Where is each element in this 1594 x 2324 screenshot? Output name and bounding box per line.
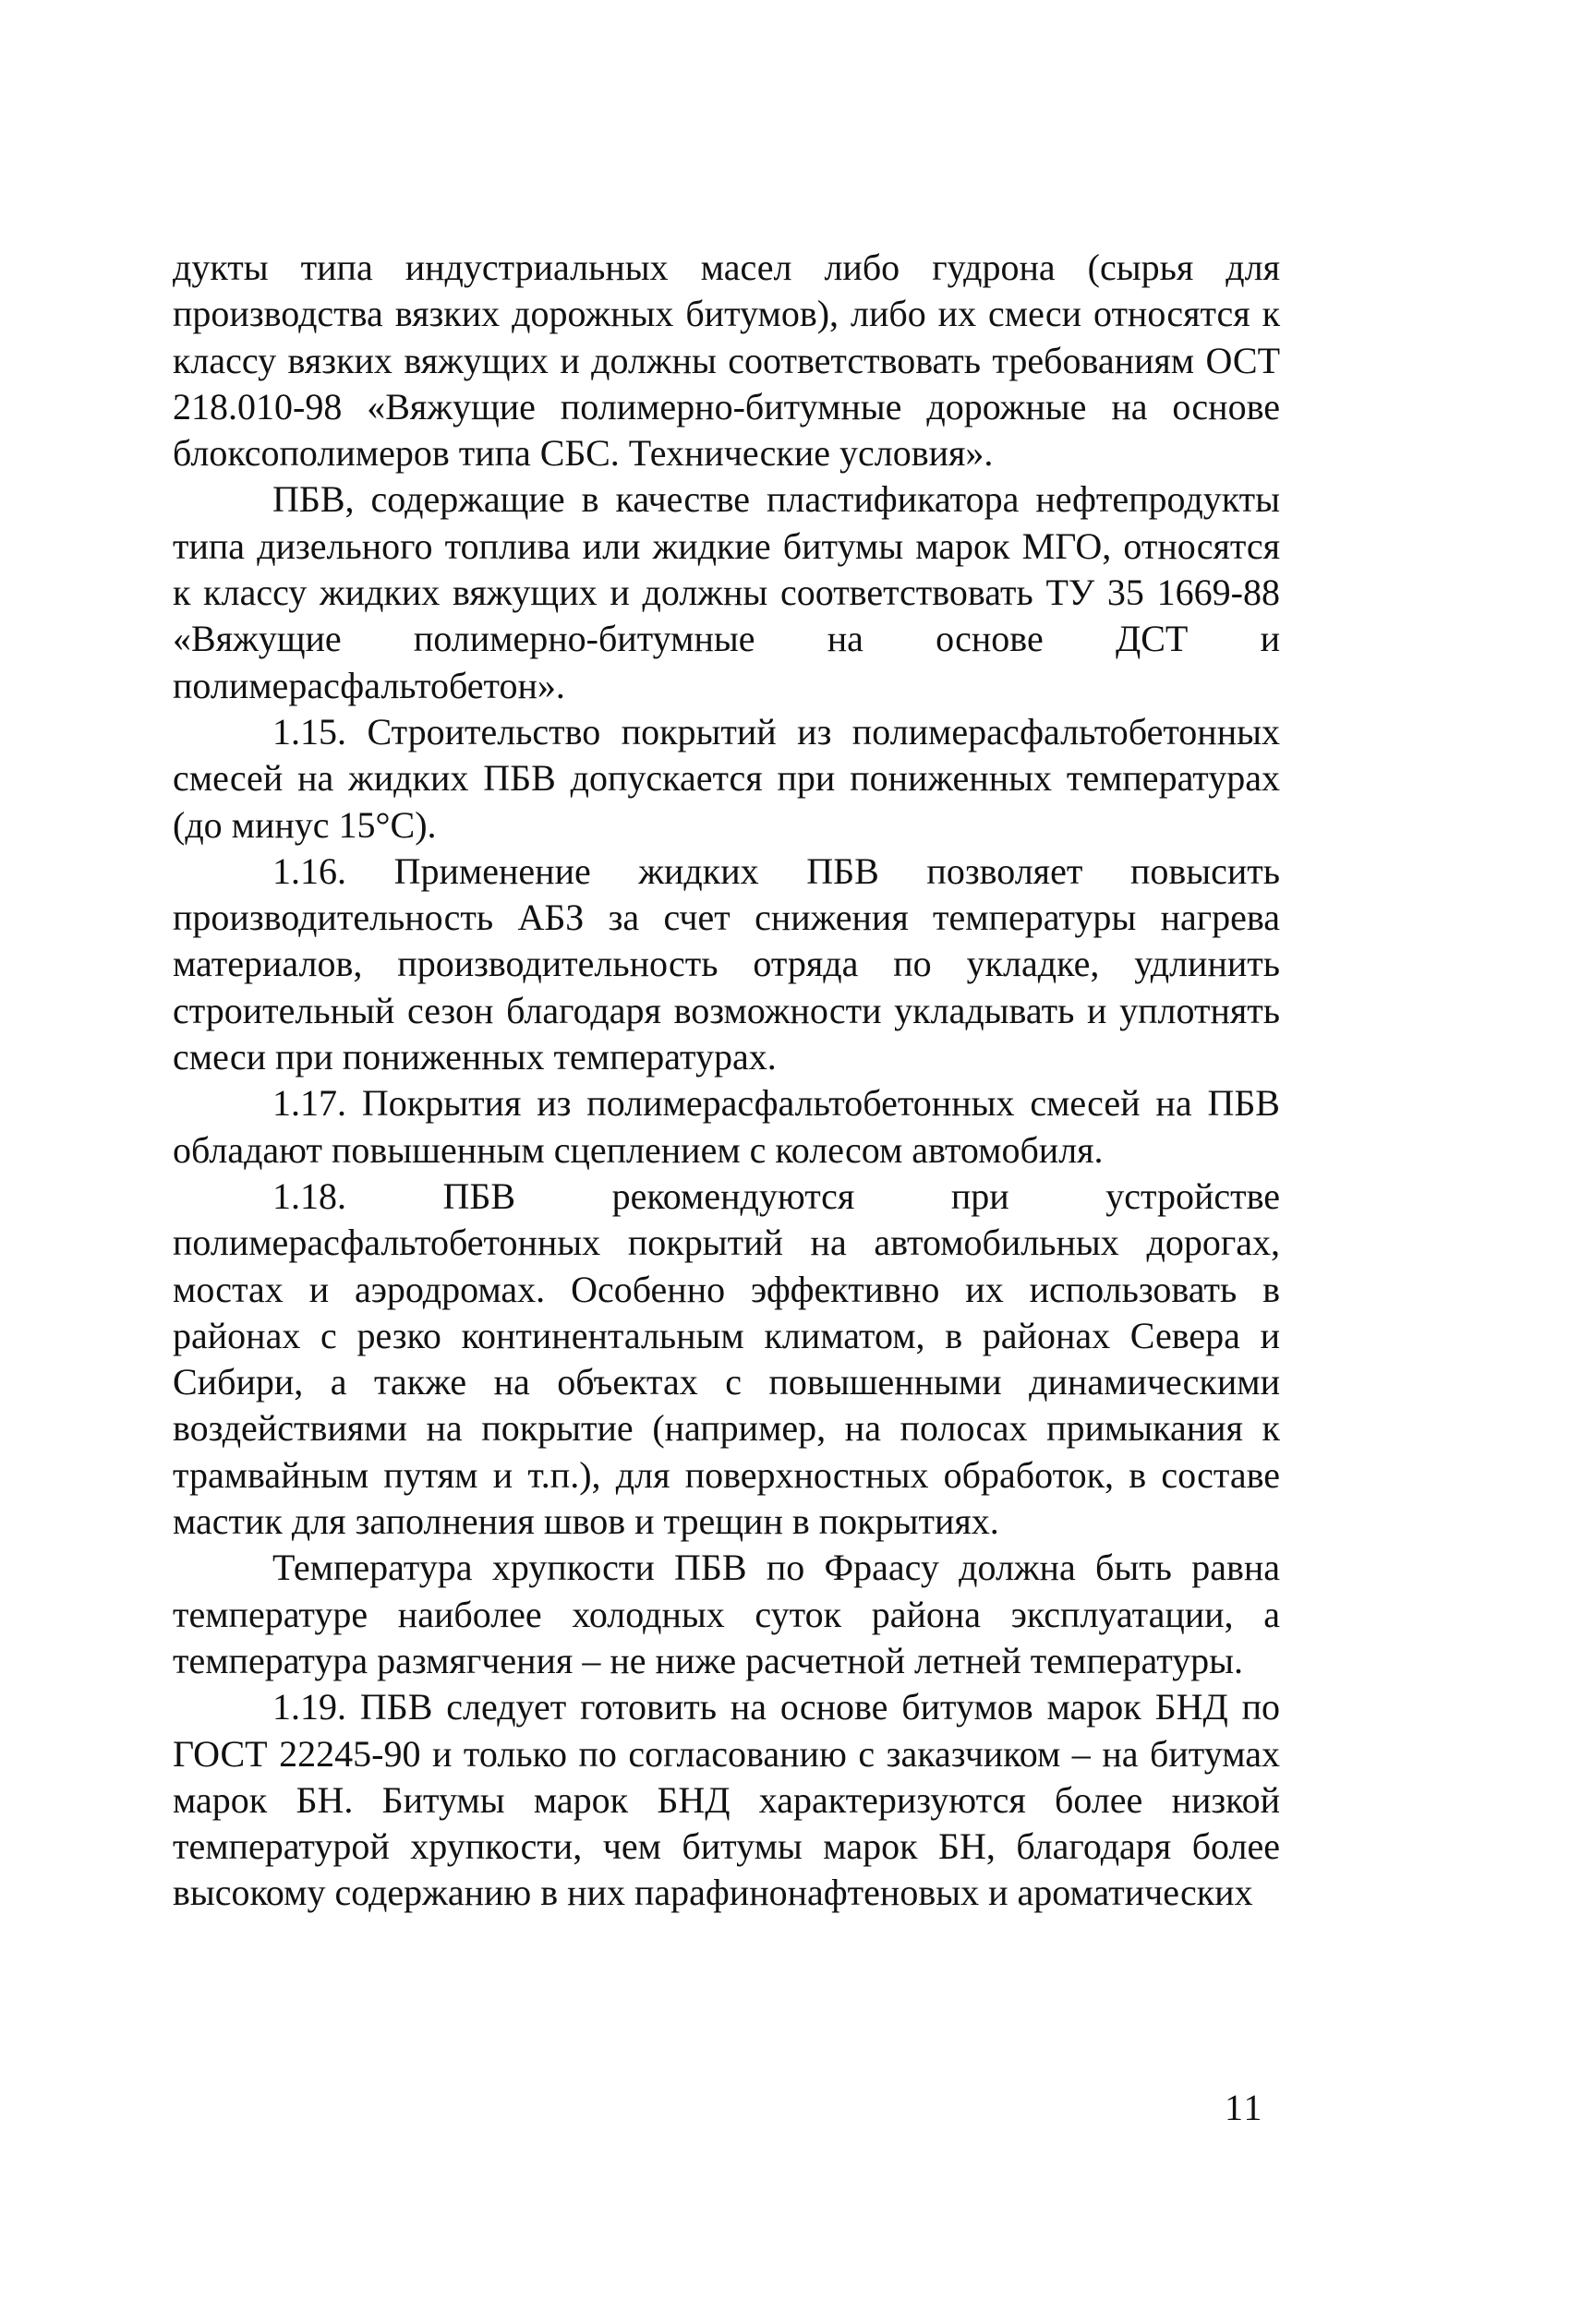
paragraph-1-19: 1.19. ПБВ следует готовить на основе битумов марок БНД по ГОСТ 22245-90 и только по согласованию с заказчиком – на битумах марок БН. Битумы марок БНД характеризуются более низкой температурой хрупкости, чем битумы марок БН, благодаря более высокому содержанию в них парафинонафтеновых и ароматических — [173, 1686, 1280, 1914]
paragraph-continuation: дукты типа индустриальных масел либо гудрона (сырья для производства вязких дорожных битумов), либо их смеси относятся к классу вязких вяжущих и должны соответствовать требованиям ОСТ 218.010-98 «Вяжущие полимерно-битумные дорожные на основе блоксополимеров типа СБС. Технические условия». — [173, 247, 1280, 475]
paragraph-1-18: 1.18. ПБВ рекомендуются при устройстве полимерасфальтобетонных покрытий на автомобильных дорогах, мостах и аэродромах. Особенно эффективно их использовать в районах с резко континентальным климатом, в районах Севера и Сибири, а также на объектах с повышенными динамическими воздействиями на покрытие (например, на полосах примыкания к трамвайным путям и т.п.), для поверхностных обработок, в составе мастик для заполнения швов и трещин в покрытиях. — [173, 1174, 1280, 1543]
document-body — [173, 245, 1280, 1917]
paragraph-1-15: 1.15. Строительство покрытий из полимерасфальтобетонных смесей на жидких ПБВ допускается при пониженных температурах (до минус 15°С). — [173, 710, 1280, 846]
page-number: 11 — [1225, 2087, 1264, 2128]
paragraph-liquid-binders: ПБВ, содержащие в качестве пластификатора нефтепродукты типа дизельного топлива или жидкие битумы марок МГО, относятся к классу жидких вяжущих и должны соответствовать ТУ 35 1669-88 «Вяжущие полимерно-битумные на основе ДСТ и полимерасфальтобетон». — [173, 478, 1280, 706]
paragraph-brittleness-temperature: Температура хрупкости ПБВ по Фраасу должна быть равна температуре наиболее холодных суток района эксплуатации, а температура размягчения – не ниже расчетной летней температуры. — [173, 1547, 1280, 1681]
paragraph-1-16: 1.16. Применение жидких ПБВ позволяет повысить производительность АБЗ за счет снижения температуры нагрева материалов, производительность отряда по укладке, удлинить строительный сезон благодаря возможности укладывать и уплотнять смеси при пониженных температурах. — [173, 849, 1280, 1078]
paragraph-1-17: 1.17. Покрытия из полимерасфальтобетонных смесей на ПБВ обладают повышенным сцеплением с колесом автомобиля. — [173, 1082, 1280, 1171]
